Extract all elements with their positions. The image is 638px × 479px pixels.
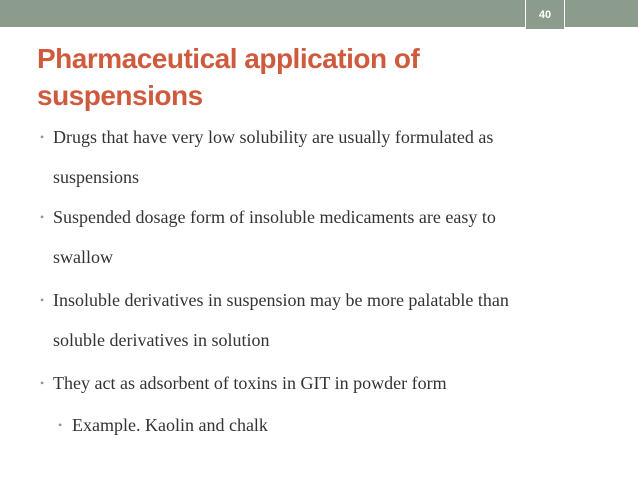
bullet-1-line-2: suspensions: [53, 167, 140, 187]
bullet-dot: •: [40, 293, 45, 307]
bullet-1-line-1: Drugs that have very low solubility are usually formulated as: [53, 127, 494, 147]
page-number: 40: [525, 0, 565, 30]
bullet-4-line-1: They act as adsorbent of toxins in GIT in powder form: [53, 373, 447, 393]
sub-bullet-1: Example. Kaolin and chalk: [72, 415, 268, 435]
bullet-2-line-2: swallow: [53, 247, 113, 267]
bullet-3-line-1: Insoluble derivatives in suspension may be more palatable than: [53, 290, 509, 310]
bullet-dot: •: [40, 210, 45, 224]
bullet-dot: •: [40, 376, 45, 390]
bullet-2-line-1: Suspended dosage form of insoluble medicaments are easy to: [53, 207, 496, 227]
sub-bullet-dot: •: [58, 418, 63, 432]
slide-title: Pharmaceutical application of suspensions: [37, 43, 420, 111]
bullet-dot: •: [40, 130, 45, 144]
bullet-3-line-2: soluble derivatives in solution: [53, 330, 270, 350]
